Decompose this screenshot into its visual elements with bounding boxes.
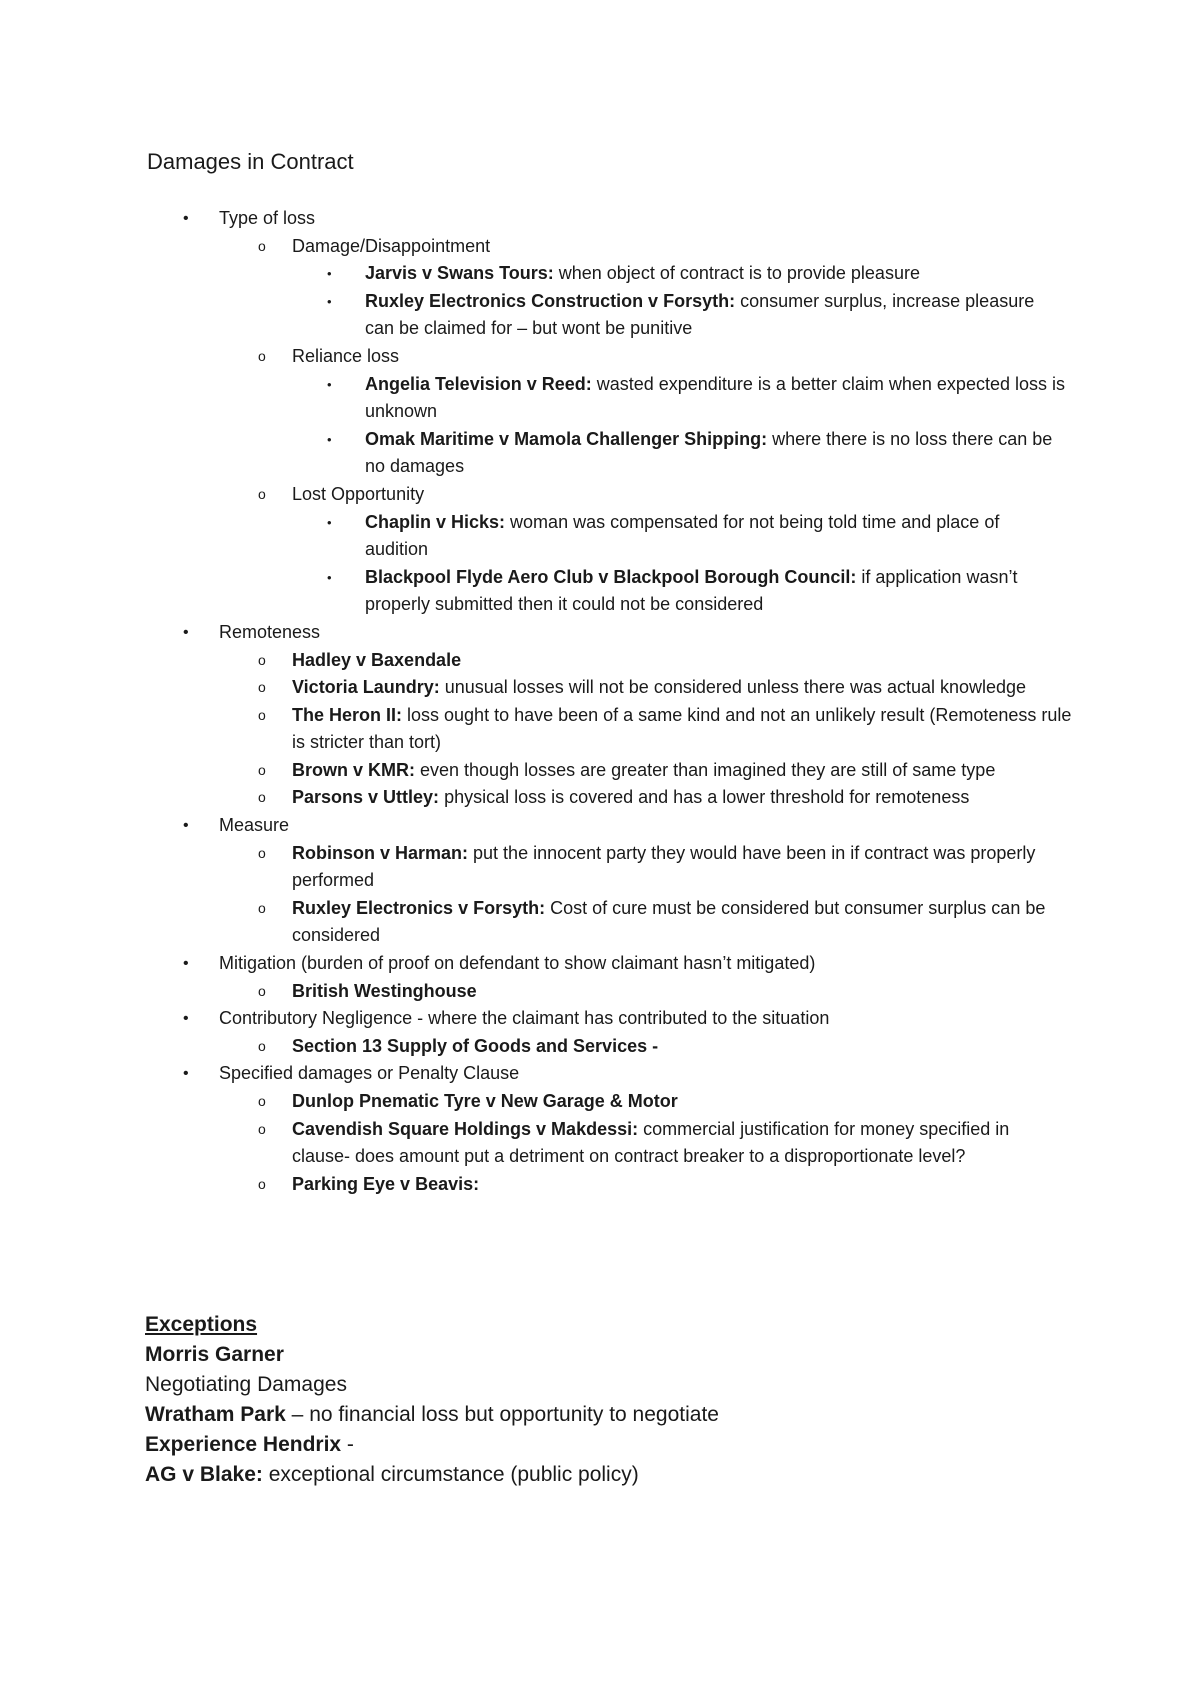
case-name: The Heron II: [292, 704, 403, 725]
bullet-icon: • [327, 514, 332, 530]
item-text: exceptional circumstance (public policy) [262, 1463, 639, 1486]
item-text: put the innocent party they would have been in if contract was properly performed [292, 842, 1036, 891]
exception-item [145, 1340, 1045, 1370]
item-text: Damage/Disappointment [292, 235, 491, 256]
outline-item-level-2 [0, 840, 1072, 895]
outline-item-level-3 [0, 288, 1065, 343]
hollow-bullet-icon: o [258, 651, 266, 668]
item-text: physical loss is covered and has a lower threshold for remoteness [439, 787, 970, 808]
bullet-icon: • [327, 431, 332, 447]
case-name: Parsons v Uttley: [292, 787, 440, 808]
outline-item-level-2 [0, 343, 1072, 371]
outline-item-level-3 [0, 509, 1065, 564]
case-name: Parking Eye v Beavis: [292, 1173, 480, 1194]
hollow-bullet-icon: o [258, 844, 266, 861]
exception-item [145, 1400, 1045, 1430]
exception-item [145, 1430, 1045, 1460]
case-name: Ruxley Electronics Construction v Forsyth: [365, 290, 736, 311]
case-name: Dunlop Pnematic Tyre v New Garage & Motor [292, 1091, 678, 1111]
page-title: Damages in Contract [147, 149, 354, 174]
case-name: Wratham Park [145, 1403, 286, 1426]
hollow-bullet-icon: o [258, 1175, 266, 1192]
outline-item-level-3 [0, 260, 1065, 288]
outline-item-level-2 [0, 647, 1072, 675]
hollow-bullet-icon: o [258, 1093, 266, 1109]
case-name: Angelia Television v Reed: [365, 373, 592, 394]
hollow-bullet-icon: o [258, 347, 266, 364]
bullet-icon: • [183, 1010, 189, 1028]
case-name: AG v Blake: [145, 1463, 263, 1486]
item-text: consumer surplus, increase pleasure can be claimed for – but wont be punitive [365, 290, 1035, 339]
item-text: Remoteness [219, 621, 321, 642]
item-text: woman was compensated for not being told time and place of audition [365, 511, 1000, 560]
hollow-bullet-icon: o [258, 789, 266, 806]
item-text: Contributory Negligence - where the claimant has contributed to the situation [219, 1008, 830, 1029]
item-text: even though losses are greater than imagined they are still of same type [415, 759, 996, 780]
bullet-icon: • [183, 623, 189, 641]
exception-item [145, 1370, 1045, 1400]
case-name: Cavendish Square Holdings v Makdessi: [292, 1118, 639, 1139]
outline-item-level-2 [0, 784, 1072, 812]
case-name: Hadley v Baxendale [292, 649, 462, 670]
bullet-icon: • [183, 955, 189, 973]
bullet-icon: • [183, 817, 189, 835]
outline-item-level-2 [0, 895, 1072, 950]
outline-item-level-1 [0, 950, 1099, 978]
outline-item-level-3 [0, 564, 1065, 619]
item-text: Type of loss [219, 208, 316, 228]
case-name: Morris Garner [145, 1343, 284, 1366]
item-text: Measure [219, 815, 290, 836]
case-name: Experience Hendrix [145, 1433, 342, 1456]
item-text: if application wasn’t properly submitted then it could not be considered [365, 566, 1018, 615]
outline-item-level-1 [0, 619, 1099, 647]
item-text: where there is no loss there can be no damages [365, 428, 1053, 477]
bullet-icon: • [327, 569, 332, 585]
item-text: wasted expenditure is a better claim when expected loss is unknown [365, 373, 1065, 422]
case-name: Section 13 Supply of Goods and Services - [292, 1035, 659, 1056]
exceptions-section [145, 1310, 1045, 1490]
item-text: commercial justification for money specified in clause- does amount put a detriment on contract breaker to a disproportionate level? [292, 1118, 1010, 1167]
bullet-icon: • [327, 376, 332, 392]
case-name: Jarvis v Swans Tours: [365, 263, 554, 284]
item-text: when object of contract is to provide pleasure [553, 263, 920, 284]
case-name: British Westinghouse [292, 980, 477, 1001]
item-text: – no financial loss but opportunity to negotiate [285, 1403, 719, 1426]
outline-item-level-1 [0, 1060, 1099, 1088]
hollow-bullet-icon: o [258, 237, 266, 254]
outline-item-level-2 [0, 674, 1072, 702]
outline-item-level-2 [0, 757, 1072, 785]
case-name: Omak Maritime v Mamola Challenger Shipping: [365, 428, 768, 449]
case-name: Ruxley Electronics v Forsyth: [292, 897, 546, 918]
case-name: Brown v KMR: [292, 759, 415, 780]
exceptions-heading: Exceptions [145, 1313, 258, 1336]
hollow-bullet-icon: o [258, 899, 266, 916]
outline-item-level-1 [0, 205, 1099, 233]
bullet-icon: • [327, 266, 332, 282]
item-text: Reliance loss [292, 345, 400, 366]
outline-item-level-2 [0, 1171, 1072, 1199]
case-name: Robinson v Harman: [292, 842, 469, 863]
outline-item-level-1 [0, 1005, 1099, 1033]
item-text: Cost of cure must be considered but consumer surplus can be considered [292, 897, 1046, 946]
item-text: - [341, 1433, 354, 1456]
outline-item-level-2 [0, 702, 1072, 757]
outline-item-level-2 [0, 978, 1072, 1006]
outline-item-level-2 [0, 1088, 1072, 1116]
outline-item-level-3 [0, 371, 1065, 426]
hollow-bullet-icon: o [258, 982, 266, 999]
hollow-bullet-icon: o [258, 1120, 266, 1137]
item-text: Negotiating Damages [145, 1373, 347, 1396]
outline-item-level-2 [0, 481, 1072, 509]
hollow-bullet-icon: o [258, 761, 266, 778]
outline-list [0, 205, 1200, 1198]
item-text: Mitigation (burden of proof on defendant to show claimant hasn’t mitigated) [219, 953, 816, 974]
hollow-bullet-icon: o [258, 485, 266, 502]
outline-item-level-2 [0, 1116, 1072, 1171]
case-name: Blackpool Flyde Aero Club v Blackpool Borough Council: [365, 566, 857, 587]
outline-item-level-2 [0, 233, 1072, 261]
hollow-bullet-icon: o [258, 679, 266, 696]
case-name: Chaplin v Hicks: [365, 511, 506, 532]
outline-item-level-1 [0, 812, 1099, 840]
case-name: Victoria Laundry: [292, 677, 440, 698]
item-text: Lost Opportunity [292, 483, 425, 504]
hollow-bullet-icon: o [258, 706, 266, 723]
bullet-icon: • [183, 1065, 189, 1083]
item-text: unusual losses will not be considered unless there was actual knowledge [439, 677, 1027, 698]
bullet-icon: • [183, 210, 189, 227]
bullet-icon: • [327, 293, 332, 309]
item-text: loss ought to have been of a same kind and not an unlikely result (Remoteness rule is stricter than tort) [292, 704, 1072, 753]
hollow-bullet-icon: o [258, 1037, 266, 1054]
outline-item-level-2 [0, 1033, 1072, 1061]
outline-item-level-3 [0, 426, 1065, 481]
item-text: Specified damages or Penalty Clause [219, 1063, 520, 1084]
exception-item [145, 1460, 1045, 1490]
